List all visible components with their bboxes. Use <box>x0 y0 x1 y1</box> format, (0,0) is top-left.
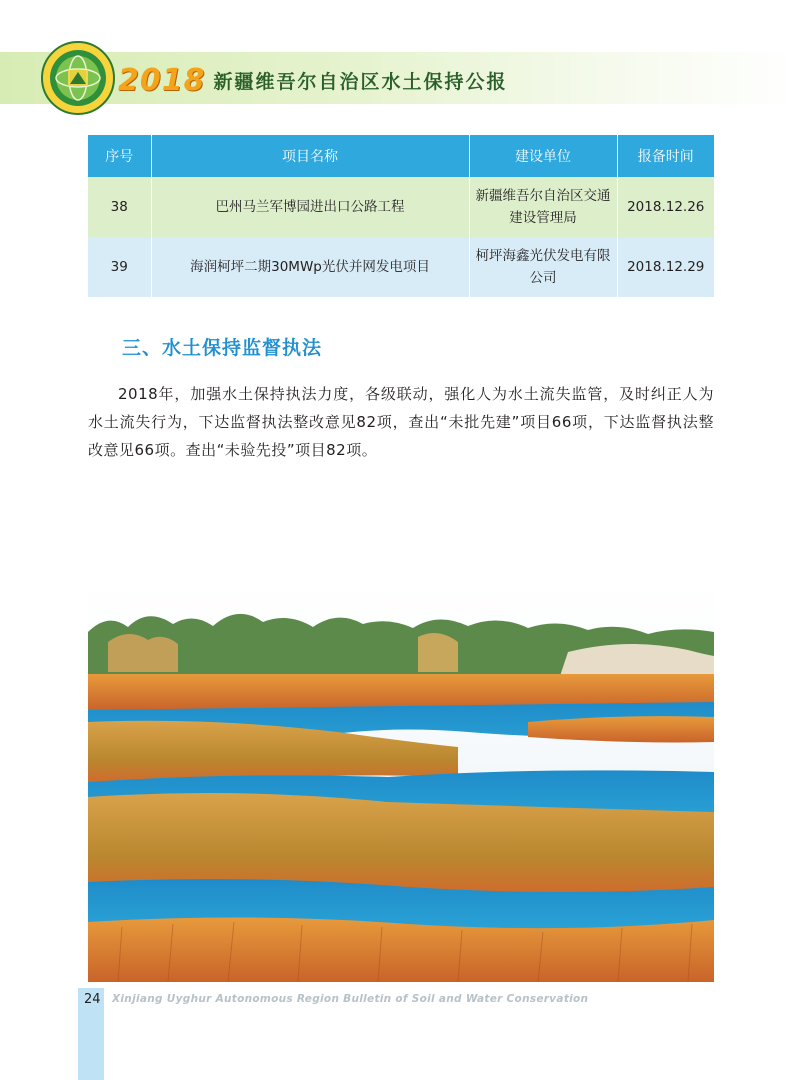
header-year: 2018 <box>118 62 206 98</box>
column-header-unit: 建设单位 <box>469 135 617 177</box>
cell-date: 2018.12.29 <box>617 237 714 297</box>
header-title <box>118 62 508 98</box>
bulletin-logo-icon <box>40 40 116 116</box>
table-row <box>88 177 714 237</box>
cell-name: 巴州马兰军博园进出口公路工程 <box>151 177 469 237</box>
cell-date: 2018.12.26 <box>617 177 714 237</box>
project-table <box>88 135 714 297</box>
header-name: 新疆维吾尔自治区水土保持公报 <box>213 70 508 93</box>
cell-unit: 新疆维吾尔自治区交通建设管理局 <box>469 177 617 237</box>
wetland-landscape-photo <box>88 582 714 982</box>
table-header-row <box>88 135 714 177</box>
cell-no: 38 <box>88 177 151 237</box>
page-number: 24 <box>84 992 101 1007</box>
column-header-name: 项目名称 <box>151 135 469 177</box>
table-row <box>88 237 714 297</box>
cell-name: 海润柯坪二期30MWp光伏并网发电项目 <box>151 237 469 297</box>
column-header-date: 报备时间 <box>617 135 714 177</box>
cell-unit: 柯坪海鑫光伏发电有限公司 <box>469 237 617 297</box>
footer-running-title: Xinjiang Uyghur Autonomous Region Bulletin of Soil and Water Conservation <box>112 993 589 1005</box>
cell-no: 39 <box>88 237 151 297</box>
section-paragraph: 2018年，加强水土保持执法力度，各级联动，强化人为水土流失监管，及时纠正人为水土流失行为，下达监督执法整改意见82项，查出“未批先建”项目66项，下达监督执法整改意见66项。查出“未验先投”项目82项。 <box>88 385 714 459</box>
column-header-no: 序号 <box>88 135 151 177</box>
section-heading: 三、水土保持监督执法 <box>122 337 323 359</box>
